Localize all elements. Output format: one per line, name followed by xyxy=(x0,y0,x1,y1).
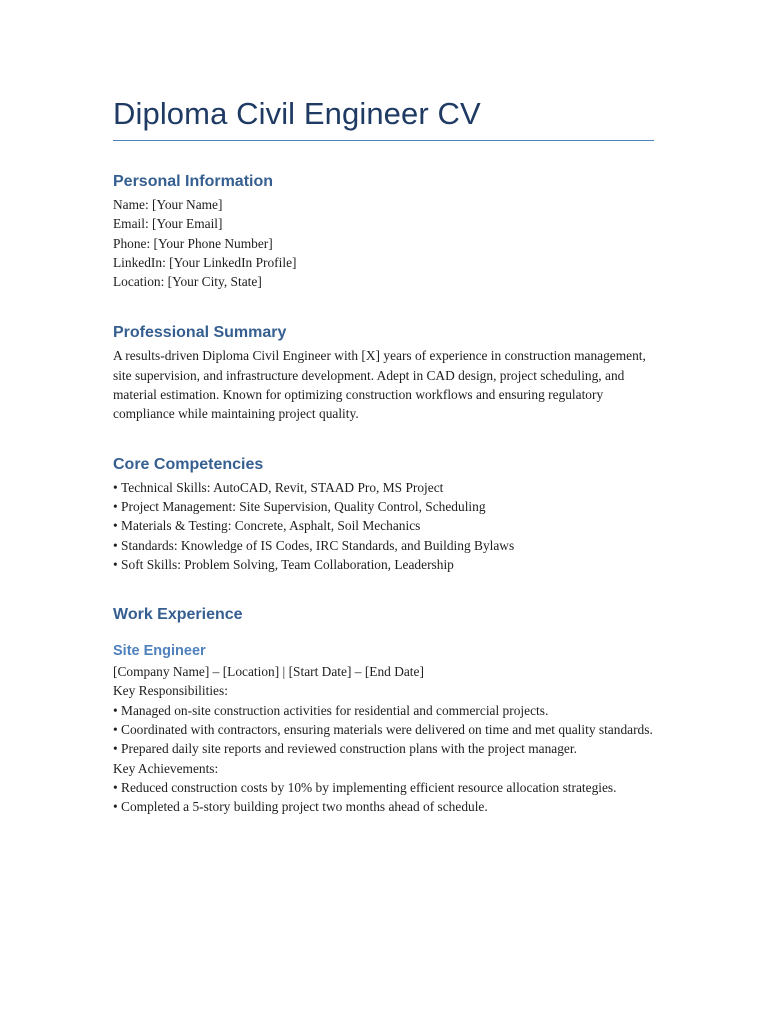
competency-item: • Project Management: Site Supervision, Quality Control, Scheduling xyxy=(113,497,654,516)
achievement-item: • Completed a 5-story building project two months ahead of schedule. xyxy=(113,797,658,816)
personal-information-section xyxy=(113,171,654,291)
job-details xyxy=(113,662,654,816)
work-experience-section xyxy=(113,604,654,816)
core-competencies-list xyxy=(113,478,654,574)
competency-item: • Materials & Testing: Concrete, Asphalt, Soil Mechanics xyxy=(113,516,654,535)
responsibility-item: • Managed on-site construction activities for residential and commercial projects. xyxy=(113,701,658,720)
core-competencies-section xyxy=(113,454,654,574)
responsibility-item: • Prepared daily site reports and reviewed construction plans with the project manager. xyxy=(113,739,658,758)
achievement-item: • Reduced construction costs by 10% by implementing efficient resource allocation strategies. xyxy=(113,778,658,797)
competency-item: • Technical Skills: AutoCAD, Revit, STAAD Pro, MS Project xyxy=(113,478,654,497)
professional-summary-section xyxy=(113,322,654,423)
job-company-line: [Company Name] – [Location] | [Start Date] – [End Date] xyxy=(113,664,424,680)
competency-item: • Soft Skills: Problem Solving, Team Collaboration, Leadership xyxy=(113,555,654,574)
professional-summary-text: A results-driven Diploma Civil Engineer with [X] years of experience in construction management, site supervision, and infrastructure development. Adept in CAD design, project scheduling, and material estimation. Known for optimizing construction workflows and ensuring regulatory compliance while maintaining project quality. xyxy=(113,348,646,422)
responsibility-item: • Coordinated with contractors, ensuring materials were delivered on time and met quality standards. xyxy=(113,720,658,739)
document-title: Diploma Civil Engineer CV xyxy=(113,96,481,131)
personal-email-line: Email: [Your Email] xyxy=(113,216,223,232)
personal-phone-line: Phone: [Your Phone Number] xyxy=(113,235,273,251)
core-competencies-heading: Core Competencies xyxy=(113,455,264,473)
job-title: Site Engineer xyxy=(113,643,206,660)
personal-name-line: Name: [Your Name] xyxy=(113,197,223,212)
title-divider xyxy=(113,140,654,141)
personal-information-list xyxy=(113,195,654,291)
competency-item: • Standards: Knowledge of IS Codes, IRC Standards, and Building Bylaws xyxy=(113,536,654,555)
personal-location-line: Location: [Your City, State] xyxy=(113,274,262,290)
personal-information-heading: Personal Information xyxy=(113,173,274,190)
job-entry xyxy=(113,641,654,816)
work-experience-heading: Work Experience xyxy=(113,606,243,624)
responsibilities-label: Key Responsibilities: xyxy=(113,683,228,699)
professional-summary-heading: Professional Summary xyxy=(113,324,287,342)
professional-summary-body xyxy=(113,346,654,423)
achievements-label: Key Achievements: xyxy=(113,760,219,776)
personal-linkedin-line: LinkedIn: [Your LinkedIn Profile] xyxy=(113,254,297,270)
